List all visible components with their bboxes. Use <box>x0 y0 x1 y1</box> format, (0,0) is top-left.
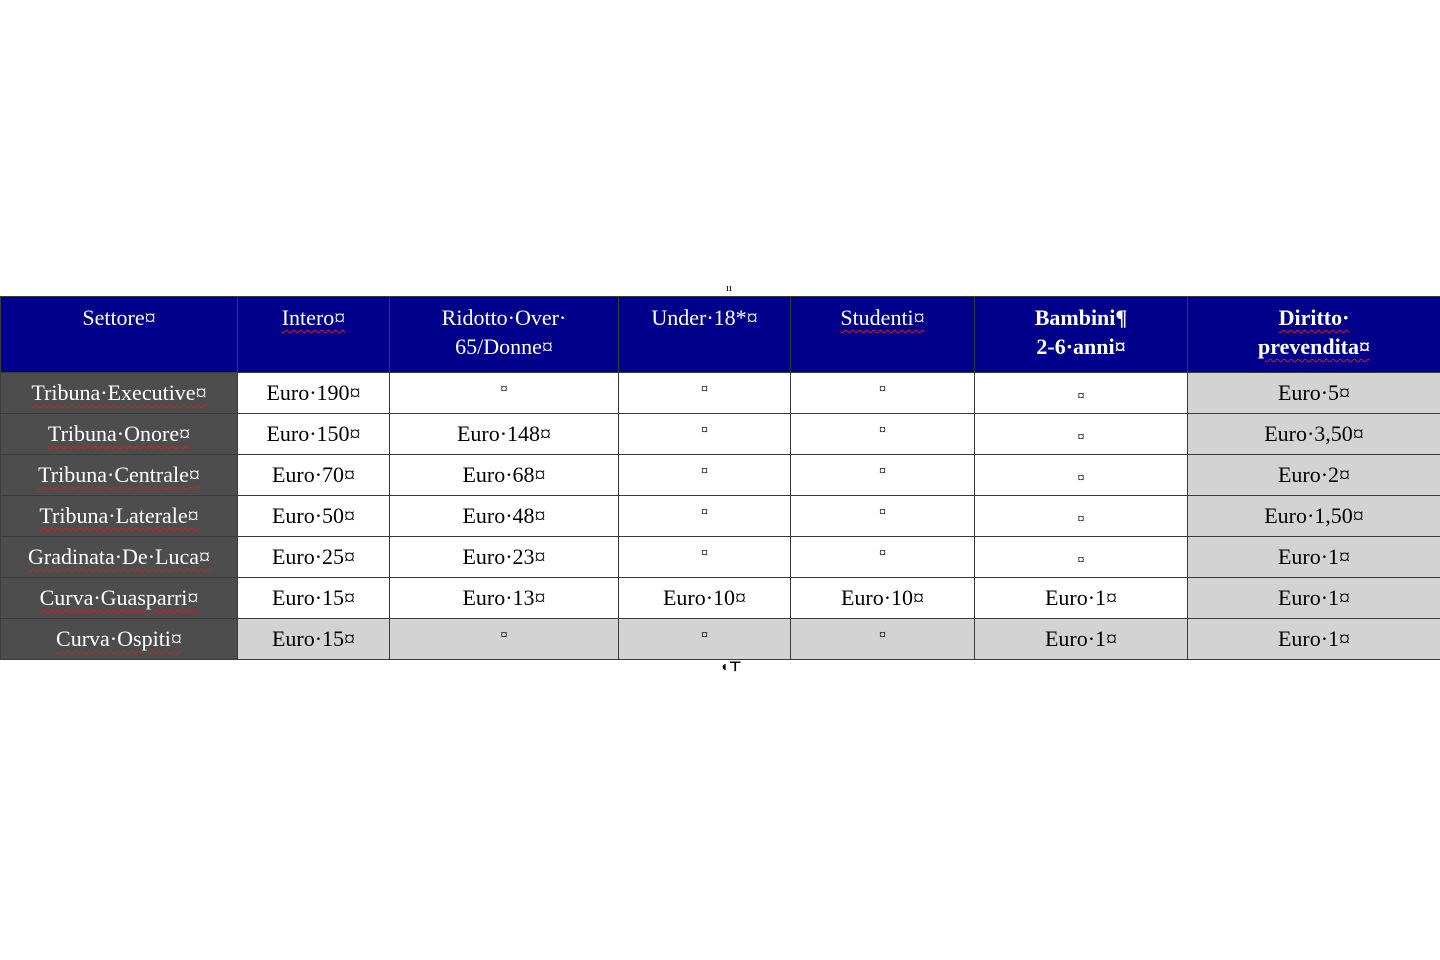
prevendita-cell: Euro·2¤ <box>1188 455 1440 496</box>
under18-cell: ¤ <box>619 496 791 537</box>
intero-cell: Euro·50¤ <box>238 496 390 537</box>
intero-cell: Euro·15¤ <box>238 619 390 660</box>
table-anchor-mark: ıı <box>726 282 733 294</box>
header-under18: Under·18*¤ <box>619 297 791 373</box>
intero-cell: Euro·70¤ <box>238 455 390 496</box>
ridotto-cell: ¤ <box>390 373 619 414</box>
sector-cell: Tribuna·Executive¤ <box>1 373 238 414</box>
table-row <box>1 619 1440 660</box>
sector-cell: Curva·Guasparri¤ <box>1 578 238 619</box>
header-row <box>1 297 1440 373</box>
studenti-cell: Euro·10¤ <box>791 578 975 619</box>
price-table <box>0 296 1440 660</box>
prevendita-cell: Euro·1¤ <box>1188 537 1440 578</box>
under18-cell: ¤ <box>619 619 791 660</box>
studenti-cell: ¤ <box>791 619 975 660</box>
under18-cell: ¤ <box>619 414 791 455</box>
bambini-cell: ¤ <box>975 455 1188 496</box>
header-studenti: Studenti¤ <box>791 297 975 373</box>
intero-cell: Euro·15¤ <box>238 578 390 619</box>
sector-cell: Tribuna·Laterale¤ <box>1 496 238 537</box>
sector-cell: Tribuna·Onore¤ <box>1 414 238 455</box>
table-row <box>1 373 1440 414</box>
ridotto-cell: ¤ <box>390 619 619 660</box>
bambini-cell: ¤ <box>975 373 1188 414</box>
studenti-cell: ¤ <box>791 414 975 455</box>
bambini-cell: Euro·1¤ <box>975 578 1188 619</box>
paragraph-end-mark: ◖⊤ <box>720 660 742 675</box>
prevendita-cell: Euro·1,50¤ <box>1188 496 1440 537</box>
prevendita-cell: Euro·1¤ <box>1188 578 1440 619</box>
prevendita-cell: Euro·3,50¤ <box>1188 414 1440 455</box>
under18-cell: ¤ <box>619 373 791 414</box>
bambini-cell: Euro·1¤ <box>975 619 1188 660</box>
table-row <box>1 414 1440 455</box>
studenti-cell: ¤ <box>791 537 975 578</box>
ridotto-cell: Euro·23¤ <box>390 537 619 578</box>
studenti-cell: ¤ <box>791 496 975 537</box>
studenti-cell: ¤ <box>791 455 975 496</box>
sector-cell: Curva·Ospiti¤ <box>1 619 238 660</box>
prevendita-cell: Euro·1¤ <box>1188 619 1440 660</box>
ridotto-cell: Euro·68¤ <box>390 455 619 496</box>
intero-cell: Euro·150¤ <box>238 414 390 455</box>
table-row <box>1 537 1440 578</box>
bambini-cell: ¤ <box>975 414 1188 455</box>
header-ridotto: Ridotto·Over· 65/Donne¤ <box>390 297 619 373</box>
under18-cell: Euro·10¤ <box>619 578 791 619</box>
prevendita-cell: Euro·5¤ <box>1188 373 1440 414</box>
intero-cell: Euro·25¤ <box>238 537 390 578</box>
bambini-cell: ¤ <box>975 496 1188 537</box>
table-row <box>1 578 1440 619</box>
ridotto-cell: Euro·148¤ <box>390 414 619 455</box>
header-intero: Intero¤ <box>238 297 390 373</box>
under18-cell: ¤ <box>619 537 791 578</box>
table-row <box>1 455 1440 496</box>
sector-cell: Tribuna·Centrale¤ <box>1 455 238 496</box>
under18-cell: ¤ <box>619 455 791 496</box>
intero-cell: Euro·190¤ <box>238 373 390 414</box>
header-prevendita: Diritto· prevendita¤ <box>1188 297 1440 373</box>
table-row <box>1 496 1440 537</box>
studenti-cell: ¤ <box>791 373 975 414</box>
header-bambini: Bambini¶ 2-6·anni¤ <box>975 297 1188 373</box>
ridotto-cell: Euro·48¤ <box>390 496 619 537</box>
ridotto-cell: Euro·13¤ <box>390 578 619 619</box>
bambini-cell: ¤ <box>975 537 1188 578</box>
sector-cell: Gradinata·De·Luca¤ <box>1 537 238 578</box>
header-settore: Settore¤ <box>1 297 238 373</box>
